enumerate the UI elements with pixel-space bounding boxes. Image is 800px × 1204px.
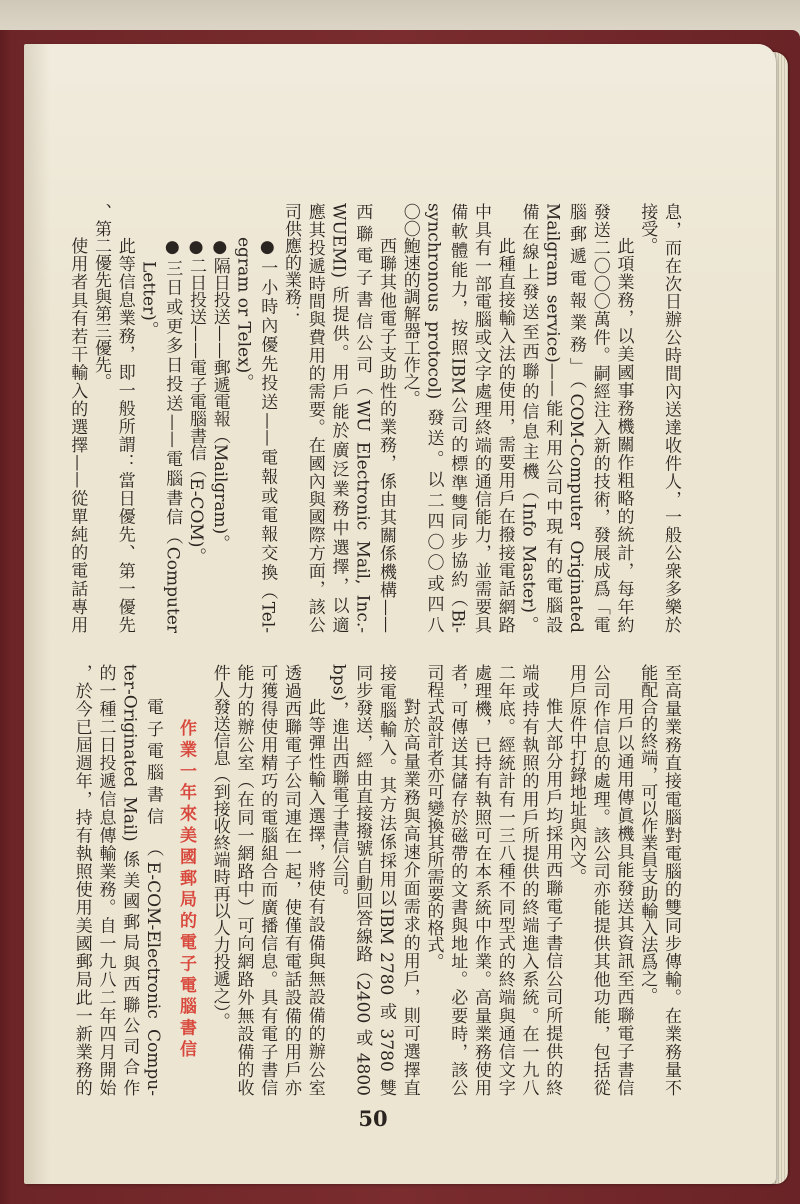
page-number: 50 — [358, 1106, 388, 1131]
upper-text-column: 此等信息業務，即一般所謂：當日優先、第一優先 — [114, 237, 135, 633]
upper-text-column: 備在線上發送至西聯的信息主機（Info Master)。 — [518, 203, 539, 633]
upper-text-column: 〇〇鮑速的調解器工作之。 — [399, 203, 420, 407]
upper-text-column: 西聯其他電子支助性的業務，係由其關係機構—— — [376, 237, 396, 633]
upper-text-column: synchronous protocol) 發送。以二四〇〇或四八 — [423, 203, 444, 633]
lower-text-column: 端或持有執照的用戶所提供的終端進入系統。在一九八 — [518, 664, 539, 1096]
upper-text-column: 中具有一部電腦或文字處理終端的通信能力，並需要具 — [471, 203, 491, 633]
upper-text-column: 司供應的業務： — [281, 203, 301, 322]
upper-text-column: 應其投遞時間與費用的需要。在國內與國際方面，該公 — [304, 203, 325, 633]
lower-text-column: 司程式設計者亦可變換其所需要的格式。 — [423, 664, 444, 970]
lower-text-column: 二年底。經統計有一三八種不同型式的終端與通信文字 — [494, 664, 515, 1096]
upper-text-column: 腦郵遞電報業務」（COM-Computer Originated — [566, 203, 586, 633]
bullet-item: ●一小時內優先投送——電報或電報交換（Tel- — [257, 237, 278, 633]
lower-text-column: 處理機，已持有執照可在本系統中作業。高量業務使用 — [471, 664, 491, 1096]
lower-text-column: 公司作信息的處理。該公司亦能提供其他功能，包括從 — [589, 664, 610, 1096]
lower-text-column: 此等彈性輸入選擇，將使有設備與無設備的辦公室 — [304, 698, 325, 1096]
upper-text-column: 、第二優先與第三優先。 — [91, 203, 111, 390]
upper-text-column: 息，而在次日辦公時間內送達收件人，一般公衆多樂於 — [661, 203, 681, 633]
lower-text-column: 件人發送信息（到接收終端時再以人力投遞之）。 — [209, 664, 230, 1030]
lower-text-column: 的一種二日投遞信息傳輸業務。自一九八二年四月開始 — [95, 664, 116, 1096]
lower-text-column: 能力的辦公室（在同一網路中）可向網路外無設備的收 — [233, 664, 254, 1096]
bullet-item-continuation: egram or Telex)。 — [233, 237, 254, 391]
lower-text-column: 用戶以通用傳眞機具能發送其資訊至西聯電子書信 — [613, 698, 634, 1096]
upper-text-column: 西聯電子書信公司（WU Electronic Mail, Inc.- — [352, 203, 373, 633]
lower-text-block — [64, 664, 682, 1096]
lower-text-column: 電子電腦書信 （E-COM-Electronic Compu- — [143, 698, 163, 1096]
upper-text-column: 此種直接輸入法的使用，需要用戶在撥接電話網路 — [494, 237, 515, 633]
upper-text-column: 此項業務，以美國事務機關作粗略的統計，每年約 — [613, 237, 634, 633]
lower-text-column: 同步發送，經由直接撥號自動回答線路（2400 或 4800 — [352, 664, 373, 1096]
lower-text-column: 可獲得使用精巧的電腦組合而廣播信息。具有電子書信 — [257, 664, 278, 1096]
lower-text-column: ，於今已屆週年，持有執照使用美國郵局此一新業務的 — [71, 664, 92, 1096]
lower-text-column: 用戶原件中打錄地址與內文。 — [566, 664, 586, 885]
lower-text-column: 接電腦輸入。其方法係採用以IBM 2780 或 3780 雙 — [376, 664, 396, 1096]
lower-text-column: 對於高量業務與高速介面需求的用戶，則可選擇直 — [399, 698, 420, 1096]
section-heading: 作業一年來美國郵局的電子電腦書信 — [176, 719, 196, 1062]
bullet-item: ●隔日投送——郵遞電報（Mailgram)。 — [209, 237, 230, 552]
lower-text-column: 至高量業務直接電腦對電腦的雙同步傳輸。在業務量不 — [661, 664, 681, 1096]
upper-text-column: Mailgram service)——能利用公司中現有的電腦設 — [542, 203, 563, 633]
lower-text-column: 者，可傳送其儲存於磁帶的文書與地址。必要時，該公 — [447, 664, 468, 1096]
upper-text-column: 備軟體能力，按照IBM公司的標準雙同步協約（Bi- — [447, 203, 468, 633]
bullet-item: ●三日或更多日投送——電腦書信（Computer — [162, 237, 183, 633]
lower-text-column: ter-Originated Mail) 係美國郵局與西聯公司合作 — [119, 664, 140, 1096]
upper-text-block — [64, 203, 682, 633]
upper-text-column: 接受。 — [637, 203, 658, 254]
lower-text-column: 透過西聯電子公司連在一起，使僅有電話設備的用戶亦 — [281, 664, 301, 1096]
upper-text-column: 發送二〇〇〇萬件。嗣經注入新的技術，發展成爲「電 — [589, 203, 610, 633]
lower-text-column: bps)，進出西聯電子書信公司。 — [328, 664, 349, 906]
bullet-item-continuation: Letter)。 — [138, 260, 159, 338]
lower-text-column: 惟大部分用戶均採用西聯電子書信公司所提供的終 — [542, 698, 563, 1096]
lower-text-column: 能配合的終端，可以作業員支助輸入法爲之。 — [637, 664, 658, 1004]
upper-text-column: 使用者具有若干輸入的選擇——從單純的電話專用 — [67, 237, 88, 633]
upper-text-column: WUEMI) 所提供。用戶能於廣泛業務中選擇，以適 — [328, 203, 349, 633]
bullet-item: ●二日投送——電子電腦書信（E-COM)。 — [186, 237, 206, 565]
